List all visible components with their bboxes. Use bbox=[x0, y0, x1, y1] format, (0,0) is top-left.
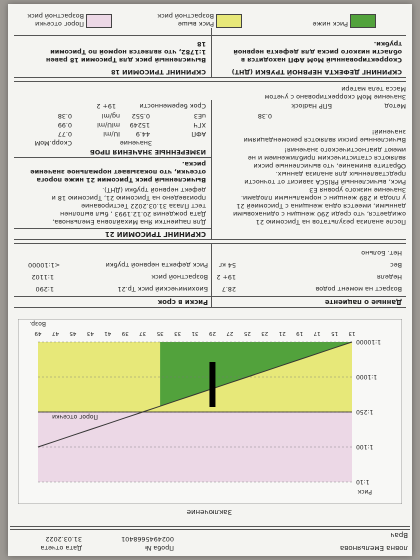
report-date-label: Дата отчета bbox=[40, 544, 82, 552]
x-tick-label: 21 bbox=[278, 330, 286, 336]
age-risk-value: 1:1102 bbox=[31, 273, 54, 281]
legend-cutoff: Порог отсечки bbox=[35, 20, 84, 28]
header-divider-2 bbox=[10, 526, 410, 527]
cutoff-label: Порог отсечки bbox=[52, 413, 98, 420]
specimen-no: 0024945668401 bbox=[121, 535, 174, 543]
measured-mom-repeat: 0.38 bbox=[257, 112, 272, 120]
x-tick-label: 23 bbox=[261, 330, 269, 336]
t21-title-underline bbox=[14, 228, 212, 229]
x-tick-label: 47 bbox=[51, 330, 59, 336]
ntd-title: СКРИНИНГ ДЕФЕКТА НЕРВНОЙ ТРУБКИ (ДНТ) bbox=[231, 68, 402, 76]
y-tick-label: 1:10 bbox=[356, 478, 370, 485]
ntd-text2: области низкого риска для дефекта нервной bbox=[233, 48, 402, 56]
t18-text3: 18 bbox=[197, 40, 206, 48]
measured-value: 0.552 bbox=[131, 112, 150, 120]
method-value: БПР Hadlock bbox=[291, 102, 332, 110]
x-tick-label: 31 bbox=[191, 330, 199, 336]
age-risk-label: Возрастной риск bbox=[151, 273, 208, 281]
measured-name: АФП bbox=[191, 130, 206, 138]
x-tick-label: 49 bbox=[34, 330, 42, 336]
y-tick-label: 1:1000 bbox=[356, 373, 378, 380]
ntd-risk-value: <1:10000 bbox=[28, 261, 60, 269]
x-tick-label: 45 bbox=[69, 330, 77, 336]
legend-low-swatch bbox=[86, 14, 112, 28]
patient-box-mid bbox=[211, 244, 212, 308]
measured-name: ХГЧ bbox=[193, 121, 206, 129]
measured-value: 15249 bbox=[129, 121, 150, 129]
x-tick-label: 13 bbox=[348, 330, 356, 336]
x-tick-label: 33 bbox=[174, 330, 182, 336]
patient-name: ловна Емельянова bbox=[339, 544, 408, 552]
patient-data-title: Данные о пациенте bbox=[324, 298, 402, 306]
t21-expl2: ожидается, что среди 290 женщин с одинаковыми bbox=[233, 210, 406, 218]
report-page bbox=[8, 4, 412, 556]
measured-value: 44.9 bbox=[135, 130, 150, 138]
weight-label: Вес bbox=[390, 261, 402, 269]
measured-title: ИЗМЕРЕННЫЕ ЗНАЧЕНИЯ ПРОБ bbox=[89, 148, 206, 156]
ntd-text3: трубки. bbox=[373, 40, 402, 48]
x-tick-label: 43 bbox=[86, 330, 94, 336]
patient-box-sub bbox=[14, 296, 406, 297]
patient-box-bottom bbox=[14, 243, 406, 244]
measured-mom: 0.77 bbox=[57, 130, 72, 138]
t21-line1: Для пациентки Яна Михайловна Емельянова, bbox=[52, 218, 206, 226]
header-divider bbox=[10, 529, 410, 530]
t21-divider bbox=[211, 100, 212, 240]
t21-top bbox=[14, 239, 406, 240]
t21-expl1: После анализа результатов на Трисомию 21 bbox=[255, 218, 406, 226]
t21-bottom bbox=[14, 81, 406, 82]
x-tick-label: 39 bbox=[121, 330, 129, 336]
mom-note1: Значение МоМ скорректировано с учетом bbox=[264, 93, 406, 101]
t18-bottom bbox=[14, 35, 406, 36]
measured-col-corr: Скорр.МоМ bbox=[34, 139, 72, 147]
measured-unit: mIU/ml bbox=[97, 121, 120, 129]
x-axis-label: Возр. bbox=[29, 320, 46, 327]
legend-age-risk-2: Возрастной риск bbox=[157, 12, 214, 20]
x-tick-label: 41 bbox=[104, 330, 112, 336]
measured-unit: IU/ml bbox=[103, 130, 120, 138]
measured-top bbox=[14, 157, 212, 158]
t21-expl6: Риск, вычисленный PRISCA зависит от точности bbox=[244, 178, 406, 186]
t21-expl4: у плода и 289 женщин с нормальными плодами. bbox=[240, 194, 406, 202]
patient-risk-marker bbox=[209, 362, 215, 407]
legend-below: Риск ниже bbox=[312, 20, 348, 28]
report-date: 31.03.2022 bbox=[45, 535, 82, 543]
t21-expl7: представленных для анализа данных. bbox=[275, 170, 406, 178]
warn-line1: Вычисленные риски являются рекомендациями bbox=[243, 136, 406, 144]
ntd-text1: Скорректированный МоМ АФП находится в bbox=[241, 56, 402, 64]
x-tick-label: 19 bbox=[296, 330, 304, 336]
t21-line2: Дата рождения 20.12.1993 , был выполнен bbox=[60, 210, 206, 218]
t21-finding2: отсечки, что показывает нормальное значение bbox=[30, 168, 206, 176]
biochem-risk-label: Биохимический риск Тр.21 bbox=[117, 285, 208, 293]
t21-finding1: Вычисленный риск Трисомии 21 ниже порога bbox=[36, 176, 206, 184]
risk-title: Риски в срок bbox=[157, 298, 208, 306]
measured-col-value: Значение bbox=[119, 139, 152, 147]
t18-title: СКРИНИНГ ТРИСОМИИ 18 bbox=[111, 68, 206, 76]
x-tick-label: 35 bbox=[156, 330, 164, 336]
ga-value: 19+ 2 bbox=[216, 273, 236, 281]
mom-note2: Масса тела матери bbox=[341, 85, 406, 93]
t21-finding3: риска. bbox=[182, 160, 206, 168]
legend-high-swatch bbox=[350, 14, 376, 28]
risk-chart bbox=[18, 319, 402, 504]
measured-name: uЕ3 bbox=[193, 112, 206, 120]
measured-unit: ng/ml bbox=[101, 112, 120, 120]
t21-expl5: Значение низкого уровня ЕЗ bbox=[309, 186, 406, 194]
y-tick-label: 1:10000 bbox=[356, 338, 381, 345]
ga-method-value: 19+ 2 bbox=[96, 102, 116, 110]
t21-expl9: являются статистическим приближением и не bbox=[247, 154, 406, 162]
measured-mom: 0.38 bbox=[57, 112, 72, 120]
y-tick-label: 1:100 bbox=[356, 443, 374, 450]
conclusion-title: Заключение bbox=[186, 508, 232, 516]
t18-text1: Вычисленный риск для Трисомии 18 равен bbox=[46, 56, 206, 64]
diabetes-label: Нет. Больно bbox=[361, 249, 402, 257]
weight-value: 54 кг bbox=[218, 261, 236, 269]
legend-above: Риск выше bbox=[177, 20, 214, 28]
measured-mom: 0.99 bbox=[57, 121, 72, 129]
doctor-label: Врач bbox=[390, 531, 408, 539]
x-tick-label: 27 bbox=[226, 330, 234, 336]
specimen-no-label: Проба № bbox=[144, 544, 174, 552]
y-tick-label: 1:250 bbox=[356, 408, 374, 415]
ntd-risk-label: Риск дефекта нервной трубки bbox=[105, 261, 208, 269]
t21-line4: произведено на Трисомию 21, Трисомию 18 и bbox=[51, 194, 206, 202]
t21-expl8: Обратите внимание, что вычисленные риски bbox=[253, 162, 406, 170]
x-tick-label: 37 bbox=[139, 330, 147, 336]
warn-line2: значений! bbox=[371, 128, 406, 136]
x-tick-label: 15 bbox=[331, 330, 339, 336]
t21-line5: дефект нервной трубки (ДНТ). bbox=[102, 186, 206, 194]
t21-line3: тест Плаза 31.03.2022 Тестирование bbox=[81, 202, 206, 210]
ga-label: Неделя bbox=[376, 273, 402, 281]
ga-method-label: Срок беременности bbox=[139, 102, 206, 110]
legend-age-risk: Возрастной риск bbox=[27, 12, 84, 20]
t18-top bbox=[14, 77, 406, 78]
t21-expl3: данными, имеется одна женщина с Трисомией 21 bbox=[236, 202, 406, 210]
age-value: 28.7 bbox=[221, 285, 236, 293]
biochem-risk-value: 1:290 bbox=[35, 285, 54, 293]
method-label: Метод bbox=[384, 102, 406, 110]
t18-text2: 1:1782, что является нормой по Трисомии bbox=[50, 48, 206, 56]
age-label: Возраст на момент родов bbox=[315, 285, 402, 293]
legend-age-swatch bbox=[216, 14, 242, 28]
x-tick-label: 25 bbox=[243, 330, 251, 336]
x-tick-label: 29 bbox=[208, 330, 216, 336]
patient-box-top bbox=[14, 307, 406, 308]
y-axis-label: Риск bbox=[357, 488, 372, 495]
x-tick-label: 17 bbox=[313, 330, 321, 336]
t21-title: СКРИНИНГ ТРИСОМИИ 21 bbox=[104, 230, 206, 238]
t21-expl10: имеют диагностического значения! bbox=[284, 146, 406, 154]
